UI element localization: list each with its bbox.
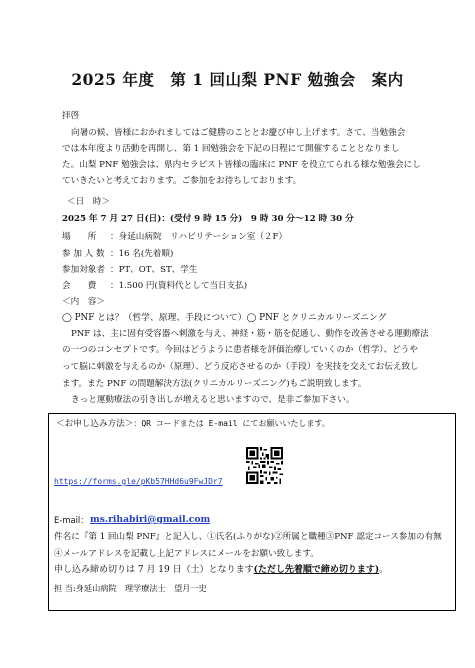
- qr-code[interactable]: [246, 447, 283, 484]
- detail-value: ：身延山病院 リハビリテーション室（２F）: [110, 232, 288, 242]
- instruction-line: 件名に『第 1 回山梨 PNF』と記入し、①氏名(ふりがな)②所属と職種③PNF 認定コース参加の有無: [54, 532, 442, 542]
- instruction-line: ④メールアドレスを記載し上記アドレスにメールをお願い致します。: [54, 549, 319, 559]
- deadline-note: (ただし先着順で締め切ります): [253, 565, 380, 575]
- intro-line: では本年度より活動を再開し、第 1 回勉強会を下記の日程にて開催することとなりまし: [62, 144, 400, 154]
- deadline-suffix: 。: [379, 565, 389, 575]
- detail-label: 参 加 人 数: [62, 249, 105, 259]
- detail-value: ：1.500 円(資料代として当日支払): [110, 281, 248, 291]
- intro-line: ていきたいと考えております。ご参加をお待ちしております。: [62, 176, 302, 186]
- content-line: きっと運動療法の引き出しが増えると思いますので、是非ご参加下さい。: [71, 395, 355, 405]
- detail-label: 会 費: [62, 281, 97, 291]
- content-line: ます。また PNF の問題解決方法(クリニカルリーズニング)もご説明致します。: [62, 379, 367, 389]
- deadline-line: [54, 566, 388, 575]
- deadline-prefix: 申し込み締め切りは 7 月 19 日（土）となります: [54, 565, 254, 575]
- apply-heading-note: ：QR コードまたは E-mail にてお願いいたします。: [133, 419, 330, 428]
- content-line: って脳に刺激を与えるのか（原理）、どう反応させるのか（手段）を実技を交えてお伝え致し: [62, 362, 419, 372]
- intro-line: た。山梨 PNF 勉強会は、県内セラピスト皆様の臨床に PNF を役立てられる様な勉強会にし: [62, 160, 421, 170]
- apply-heading: [56, 420, 330, 429]
- form-link[interactable]: https://forms.gle/pKb57HHd6u9FwJDr7: [54, 477, 223, 486]
- intro-line: 向暑の候、皆様におかれましてはご健勝のこととお慶び申し上げます。さて、当勉強会: [71, 128, 406, 138]
- content-topics: ◯ PNF とは？（哲学、原理、手段について）◯ PNF とクリニカルリーズニング: [62, 313, 387, 323]
- content-heading: ＜内 容＞: [62, 297, 105, 307]
- page-title: 2025 年度 第 1 回山梨 PNF 勉強会 案内: [71, 70, 404, 89]
- date-line: 2025 年 7 月 27 日(日)：(受付 9 時 15 分) 9 時 30 分～12 時 30 分: [62, 214, 354, 224]
- date-heading: ＜日 時＞: [67, 197, 110, 207]
- detail-label: 参加対象者: [62, 265, 105, 275]
- email-link[interactable]: ms.rihabiri@gmail.com: [90, 514, 211, 525]
- contact-person: 担 当:身延山病院 理学療法士 望月一史: [54, 583, 207, 593]
- application-box: [48, 413, 456, 611]
- content-line: の一つのコンセプトです。今回はどうように患者様を評価治療していくのか（哲学）、どうや: [62, 345, 418, 355]
- email-label: E-mail：: [54, 515, 89, 525]
- detail-value: ：16 名(先着順): [110, 249, 174, 259]
- apply-heading-label: ＜お申し込み方法＞: [56, 419, 134, 429]
- detail-value: ：PT、OT、ST、学生: [110, 265, 198, 275]
- greeting: 拝啓: [62, 111, 80, 121]
- detail-label: 場 所: [62, 232, 97, 242]
- content-line: PNF は、主に固有受容器へ刺激を与え、神経・筋・筋を促通し、動作を改善させる運動療法: [71, 329, 429, 339]
